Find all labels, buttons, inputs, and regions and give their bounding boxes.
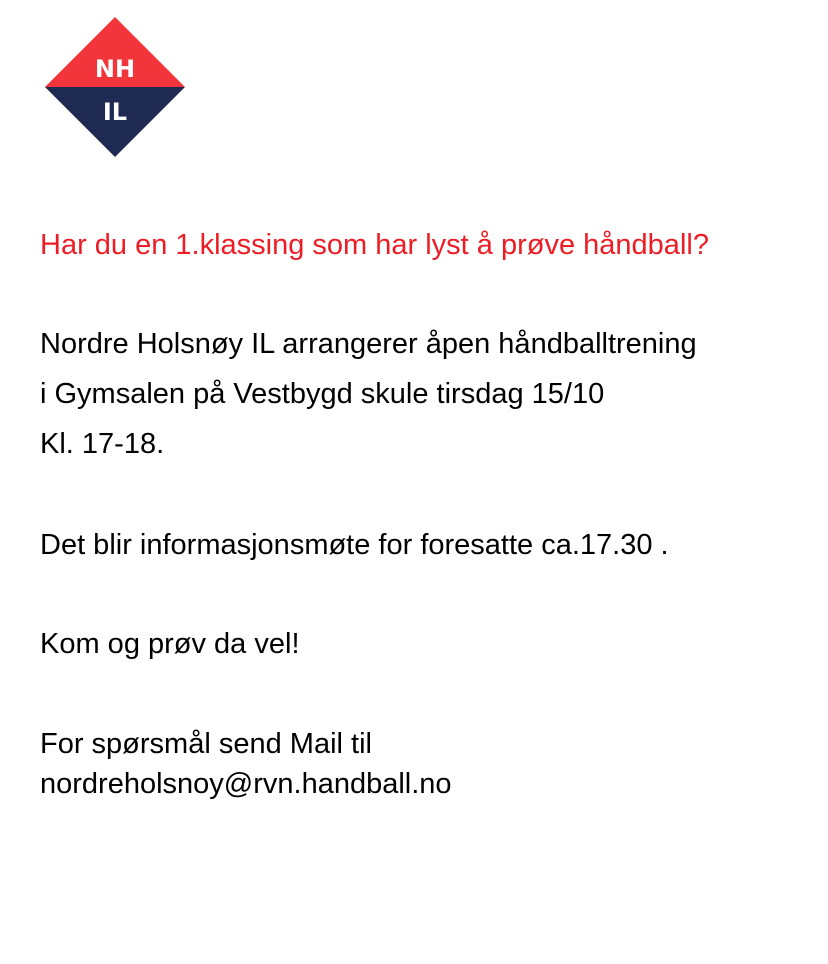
contact-email[interactable]: nordreholsnoy@rvn.handball.no <box>40 768 452 800</box>
announcement-line-2: i Gymsalen på Vestbygd skule tirsdag 15/10 <box>40 378 605 410</box>
logo-bottom-text: IL <box>102 98 128 126</box>
club-logo-diamond <box>44 16 186 158</box>
contact-text: For spørsmål send Mail til <box>40 728 372 760</box>
announcement-line-1: Nordre Holsnøy IL arrangerer åpen håndballtrening <box>40 328 697 360</box>
logo-top-text: NH <box>94 55 136 83</box>
announcement-time: Kl. 17-18. <box>40 428 165 460</box>
info-meeting-text: Det blir informasjonsmøte for foresatte ca.17.30 . <box>40 529 669 561</box>
club-logo <box>44 16 186 158</box>
invite-text: Kom og prøv da vel! <box>40 628 300 660</box>
headline: Har du en 1.klassing som har lyst å prøve håndball? <box>40 229 709 261</box>
